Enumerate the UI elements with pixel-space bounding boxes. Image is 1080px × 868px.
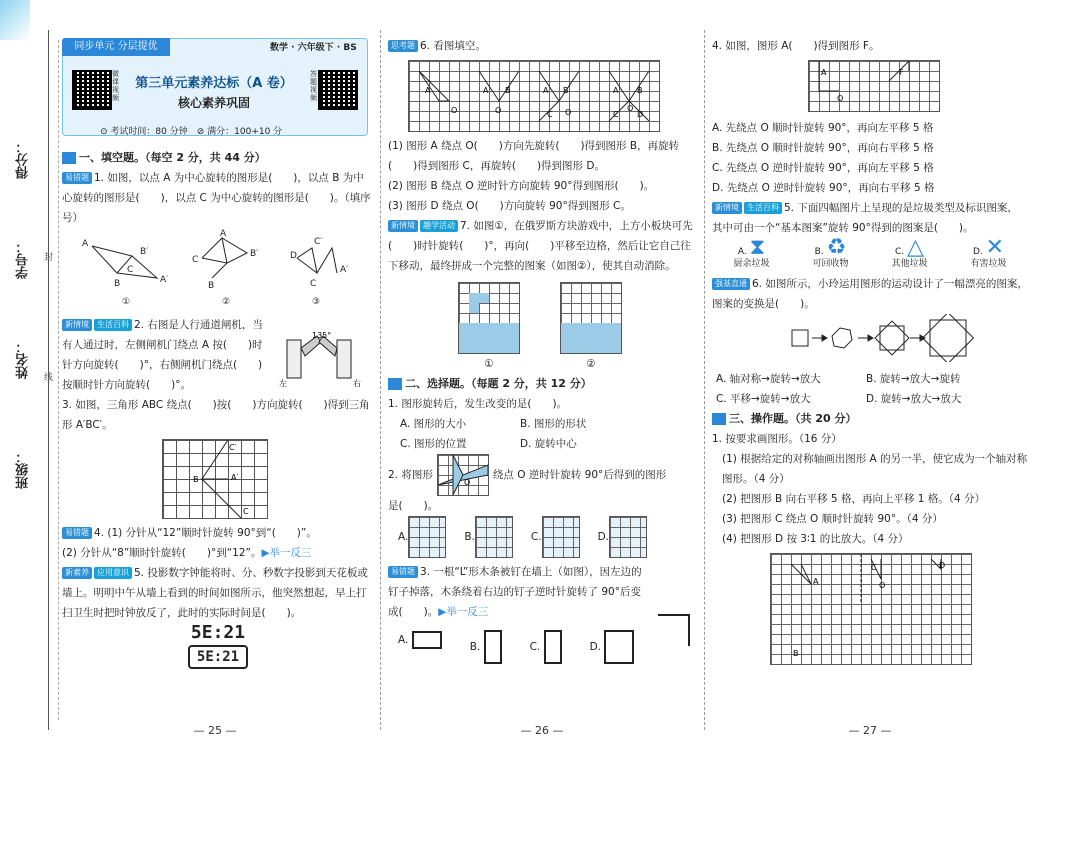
exam-title: 第三单元素养达标（A 卷） <box>135 76 293 91</box>
svg-text:A: A <box>220 229 227 239</box>
o1-4: (4) 把图形 D 按 3∶1 的比放大。（4 分） <box>722 533 909 545</box>
o1-2: (2) 把图形 B 向右平移 5 格，再向上平移 1 格。（4 分） <box>722 493 986 505</box>
q-tag: 易错题 <box>388 566 418 578</box>
section-title: 三、操作题。（共 20 分） <box>729 412 857 425</box>
q5 <box>62 563 374 623</box>
c6-options <box>712 369 1028 409</box>
series-tab: 同步单元 分层提优 <box>62 38 170 56</box>
svg-text:A: A <box>613 86 619 95</box>
c3-opt-c[interactable]: C. <box>530 630 562 664</box>
class-label: 班级： <box>16 450 31 489</box>
q-tag: 强基直通 <box>712 278 750 290</box>
q-tag: 新情境 <box>712 202 742 214</box>
q-tag: 趣学活动 <box>420 220 458 232</box>
svg-text:C′: C′ <box>314 237 323 247</box>
corner-decoration <box>0 0 30 40</box>
q1-fig3-tri-b <box>317 248 337 273</box>
svg-text:B: B <box>193 475 199 484</box>
c2 <box>388 454 696 496</box>
c5-opt-d[interactable]: D. ✕ 有害垃圾 <box>970 235 1007 269</box>
c4-opt-c[interactable]: C. 先绕点 O 逆时针旋转 90°，再向左平移 5 格 <box>712 162 934 174</box>
tetris-fig-1 <box>458 282 520 374</box>
q7 <box>388 216 696 276</box>
q1-fig1-tri-a <box>92 246 132 273</box>
section-choice <box>388 374 696 394</box>
q1-label-3: ③ <box>312 297 321 307</box>
c6-sequence <box>712 314 1028 362</box>
gate-figure <box>277 328 367 388</box>
c1-opt-b[interactable]: B. 图形的形状 <box>520 418 587 430</box>
o1: 1. 按要求画图形。（16 分） <box>712 433 842 445</box>
c4-opt-a[interactable]: A. 先绕点 O 顺时针旋转 90°，再向左平移 5 格 <box>712 122 934 134</box>
svg-text:B′: B′ <box>140 247 149 257</box>
q-tag: 生活百科 <box>94 319 132 331</box>
page-27 <box>712 36 1028 756</box>
q1-label-1: ① <box>122 297 131 307</box>
c3-text: 3. 一根“L”形木条被钉在墙上（如图），因左边的钉子掉落，木条绕着右边的钉子逆时针旋转了 90°后变成( )。 <box>388 566 642 618</box>
q1 <box>62 168 374 228</box>
c1-opt-a[interactable]: A. 图形的大小 <box>400 418 467 430</box>
svg-text:A: A <box>543 86 549 95</box>
q5-text: 5. 投影数字钟能将时、分、秒数字投影到天花板或墙上。明明中午从墙上看到的时间如图所示，他突然想起，早上打扫卫生时把时钟放反了，此时的实际时间是( )。 <box>62 567 368 619</box>
c2c: 是( )。 <box>388 500 439 512</box>
tetris-fig-2 <box>560 282 622 374</box>
c4: 4. 如图，图形 A( )得到图形 F。 <box>712 40 880 52</box>
c3-opt-b[interactable]: B. <box>470 630 502 664</box>
q1-label-2: ② <box>222 297 231 307</box>
exam-subtitle: 核心素养巩固 <box>177 96 250 110</box>
c2-opt-d[interactable]: D. <box>598 516 647 558</box>
c3-link[interactable]: ▶举一反三 <box>438 606 489 618</box>
gate-left: 左 <box>279 379 287 388</box>
recycle-icon: ♻ <box>826 235 847 260</box>
page-number-26: — 26 — <box>520 724 564 737</box>
svg-text:C′: C′ <box>229 443 237 452</box>
c2-shape <box>437 454 489 496</box>
q1-fig1-tri-b <box>117 256 157 278</box>
c6-opt-b[interactable]: B. 旋转→放大→旋转 <box>866 373 961 385</box>
c5-text: 5. 下面四幅图片上呈现的是垃圾类型及标识图案，其中可由一个“基本图案”旋转 90°得到的图案是( )。 <box>712 202 1018 234</box>
svg-text:B: B <box>793 649 799 658</box>
q-tag: 思考题 <box>388 40 418 52</box>
student-number-label: 学号： <box>16 240 31 279</box>
svg-text:A: A <box>483 86 489 95</box>
c2-options <box>388 516 696 558</box>
q3: 3. 如图，三角形 ABC 绕点( )按( )方向旋转( )得到三角形 A′BC′。 <box>62 399 370 431</box>
c4-opt-b[interactable]: B. 先绕点 O 顺时针旋转 90°，再向右平移 5 格 <box>712 142 934 154</box>
c5 <box>712 198 1028 238</box>
tetris-label-1: ① <box>484 358 494 370</box>
c3 <box>388 562 648 622</box>
o1-1: (1) 根据给定的对称轴画出图形 A 的另一半，使它成为一个轴对称图形。（4 分） <box>722 453 1028 485</box>
svg-text:A′: A′ <box>160 275 169 285</box>
projected-time: 5E:21 <box>190 622 246 643</box>
section-fill-blank <box>62 148 374 168</box>
svg-text:C: C <box>547 110 553 119</box>
name-label: 姓名： <box>16 340 31 379</box>
svg-text:O: O <box>463 478 471 487</box>
c5-opt-a[interactable]: A. ⧗ 厨余垃圾 <box>733 235 770 269</box>
svg-text:B: B <box>505 86 511 95</box>
page-divider <box>704 30 705 730</box>
q6-2: (2) 图形 B 绕点 O 逆时针方向旋转 90°得到图形( )。 <box>388 180 655 192</box>
q-tag: 应用意识 <box>94 567 132 579</box>
section-title: 二、选择题。（每题 2 分，共 12 分） <box>405 377 592 390</box>
svg-text:A: A <box>821 68 827 77</box>
exam-score: 满分：100+10 分 <box>207 127 283 137</box>
q1-fig2-tri-b <box>212 238 247 278</box>
q-tag: 新素养 <box>62 567 92 579</box>
line-mark: 线 <box>44 373 54 383</box>
c1-opt-c[interactable]: C. 图形的位置 <box>400 438 467 450</box>
c2-text-a: 2. 将图形 <box>388 469 433 481</box>
cross-arrows-icon: ✕ <box>985 235 1005 260</box>
hourglass-icon: ⧗ <box>749 235 766 260</box>
q4 <box>62 523 374 543</box>
q6-grid <box>408 60 660 132</box>
exam-meta: ⊙ 考试时间：80 分钟 ⊘ 满分：100+10 分 <box>100 127 283 137</box>
c3-options <box>388 630 696 664</box>
q-tag: 新情境 <box>62 319 92 331</box>
q6-3: (3) 图形 D 绕点 O( )方向旋转 90°得到图形 C。 <box>388 200 631 212</box>
c6-text: 6. 如图所示，小玲运用图形的运动设计了一幅漂亮的图案，图案的变换是( )。 <box>712 278 1028 310</box>
svg-text:A: A <box>82 239 89 249</box>
q4b-text: (2) 分针从“8”顺时针旋转( )°到“12”。 <box>62 547 262 559</box>
c4-opt-d[interactable]: D. 先绕点 O 逆时针旋转 90°，再向右平移 5 格 <box>712 182 935 194</box>
cut-line <box>58 40 59 720</box>
tetris-label-2: ② <box>586 358 596 370</box>
section-operation <box>712 409 1028 429</box>
c1-opt-d[interactable]: D. 旋转中心 <box>520 438 577 450</box>
clock-device: 5E:21 <box>188 645 248 669</box>
q6 <box>388 36 696 56</box>
q-tag: 易错题 <box>62 527 92 539</box>
svg-text:A′: A′ <box>340 265 349 275</box>
qr-left-label: 微课视频 <box>112 70 119 102</box>
svg-text:C: C <box>310 279 317 289</box>
c5-options <box>712 235 1028 270</box>
c1-options <box>388 414 696 454</box>
q1-figures <box>62 228 372 308</box>
svg-text:C: C <box>243 507 249 516</box>
section-title: 一、填空题。（每空 2 分，共 44 分） <box>79 151 266 164</box>
q1-fig3-tri-a <box>297 248 317 273</box>
c5-opt-b[interactable]: B. ♻ 可回收物 <box>812 235 849 269</box>
c2-opt-a[interactable]: A. <box>398 516 446 558</box>
c6-opt-c[interactable]: C. 平移→旋转→放大 <box>716 393 811 405</box>
c5-opt-c[interactable]: C. △ 其他垃圾 <box>891 235 928 269</box>
q4a-text: 4. (1) 分针从“12”顺时针旋转 90°到“( )”。 <box>94 527 317 539</box>
page-25 <box>62 148 374 868</box>
svg-text:B: B <box>114 279 121 289</box>
c4-grid <box>808 60 940 112</box>
svg-text:O: O <box>627 104 634 113</box>
svg-text:C: C <box>127 265 134 275</box>
qr-code-right[interactable] <box>318 70 358 110</box>
q4b <box>62 543 374 563</box>
svg-text:O: O <box>451 106 458 115</box>
seal-mark: 封 <box>44 253 54 263</box>
c3-opt-d[interactable]: D. <box>590 630 635 664</box>
q6-1: (1) 图形 A 绕点 O( )方向先旋转( )得到图形 B，再旋转( )得到图形 C，再旋转( )得到图形 D。 <box>388 140 680 172</box>
q-tag: 新情境 <box>388 220 418 232</box>
q3-grid <box>162 439 268 519</box>
exam-time: 考试时间：80 分钟 <box>110 127 188 137</box>
svg-text:D: D <box>290 251 297 261</box>
c6 <box>712 274 1028 314</box>
svg-text:C: C <box>192 255 199 265</box>
q1-fig2-tri-a <box>202 238 227 263</box>
svg-text:D: D <box>939 561 946 570</box>
page-26 <box>388 36 696 756</box>
o1-3: (3) 把图形 C 绕点 O 顺时针旋转 90°。（4 分） <box>722 513 943 525</box>
q1-text: 1. 如图，以点 A 为中心旋转的图形是( )，以点 B 为中心旋转的图形是( )，以点 C 为中心旋转的图形是( )。（填序号） <box>62 172 371 224</box>
svg-text:B: B <box>637 86 643 95</box>
c6-opt-a[interactable]: A. 轴对称→旋转→放大 <box>716 373 821 385</box>
page-number-27: — 27 — <box>848 724 892 737</box>
svg-text:B: B <box>563 86 569 95</box>
c3-opt-a[interactable]: A. <box>398 630 442 664</box>
svg-text:A: A <box>813 577 819 586</box>
q6-shapes <box>409 61 659 131</box>
c1: 1. 图形旋转后，发生改变的是( )。 <box>388 398 568 410</box>
svg-text:O: O <box>565 108 572 117</box>
q2 <box>62 315 272 395</box>
svg-text:O: O <box>879 581 886 590</box>
subject-label: 数学 · 六年级下 · BS <box>270 43 357 53</box>
c2-text-b: 绕点 O 逆时针旋转 90°后得到的图形 <box>492 469 667 481</box>
svg-text:A′: A′ <box>231 473 239 482</box>
c2-opt-c[interactable]: C. <box>531 516 580 558</box>
q6-text: 6. 看图填空。 <box>420 40 486 52</box>
svg-text:B: B <box>208 281 215 291</box>
svg-text:D: D <box>637 110 644 119</box>
svg-text:O: O <box>495 106 502 115</box>
gate-angle: 135° <box>312 331 332 340</box>
svg-text:C: C <box>613 110 619 119</box>
svg-text:C: C <box>871 563 877 572</box>
q4-link[interactable]: ▶举一反三 <box>261 547 312 559</box>
page-divider <box>380 30 381 730</box>
svg-text:F: F <box>899 68 904 77</box>
q2-text: 2. 右图是人行通道闸机，当有人通过时，左侧闸机门绕点 A 按( )时针方向旋转( )°，右侧闸机门绕点( )按顺时针方向旋转( )°。 <box>62 319 263 391</box>
triangle-arrows-icon: △ <box>907 235 924 260</box>
tetris-figures <box>458 282 696 374</box>
qr-right-label: 答题视频 <box>310 70 317 102</box>
q7-text: 7. 如图①，在俄罗斯方块游戏中，上方小板块可先( )时针旋转( )°，再向( )平移至边格，然后让它自己往下移动，最终拼成一个完整的图案（如图②），使其自动消除。 <box>388 220 693 272</box>
page-number-25: — 25 — <box>193 724 237 737</box>
q-tag: 易错题 <box>62 172 92 184</box>
svg-text:B′: B′ <box>250 249 259 259</box>
c6-opt-d[interactable]: D. 旋转→放大→放大 <box>866 393 962 405</box>
c2-opt-b[interactable]: B. <box>464 516 513 558</box>
svg-text:O: O <box>837 94 844 103</box>
svg-text:A: A <box>425 86 431 95</box>
gate-right: 右 <box>353 379 361 388</box>
o1-grid[interactable] <box>770 553 972 665</box>
q-tag: 生活百科 <box>744 202 782 214</box>
score-label: 得分： <box>16 140 31 179</box>
c3-lshape <box>658 614 690 646</box>
